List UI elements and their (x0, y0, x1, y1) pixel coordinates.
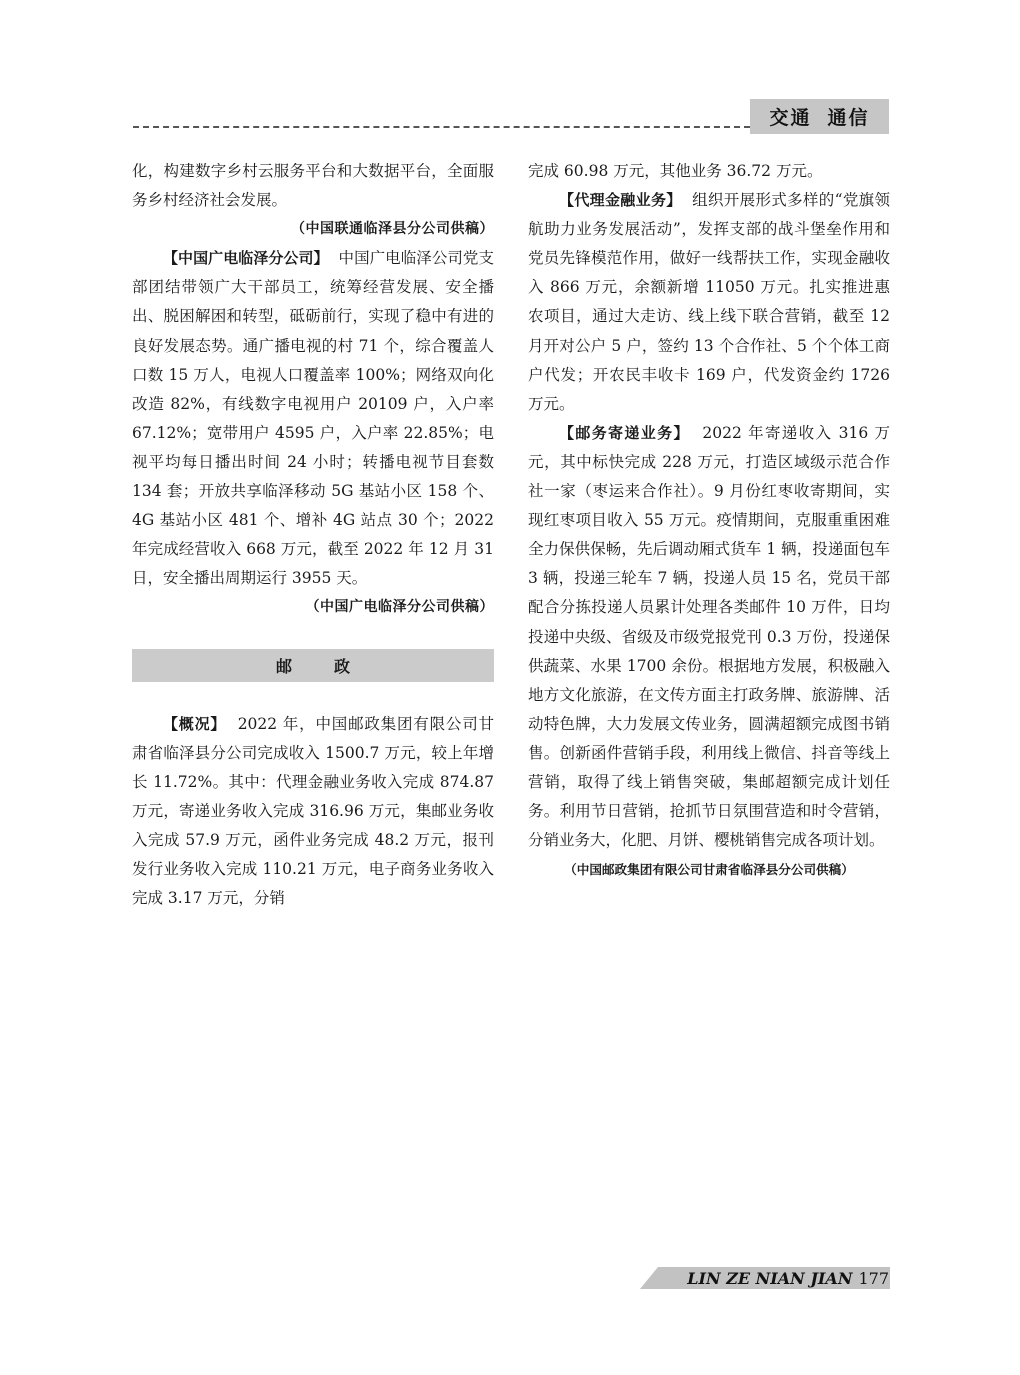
continued-paragraph: 化，构建数字乡村云服务平台和大数据平台，全面服务乡村经济社会发展。 (132, 162, 494, 210)
section-category-tab (750, 99, 889, 134)
category-word-1: 交通 (769, 107, 812, 129)
continued-paragraph-right: 完成 60.98 万元，其他业务 36.72 万元。 (528, 162, 823, 180)
postal-paragraph (528, 419, 890, 855)
header-dashed-rule (133, 126, 750, 128)
section-heading-post (132, 649, 494, 682)
page-number: 177 (858, 1268, 889, 1288)
section-word-1: 邮 (275, 656, 292, 676)
cable-body: 中国广电临泽公司党支部团结带领广大干部员工，统筹经营发展、安全播出、脱困解困和转型，砥砺前行，实现了稳中有进的良好发展态势。通广播电视的村 71 个，综合覆盖人口数 15 万人，电视人口覆盖率 100%；网络双向化改造 82%，有线数字电视用户 20109 户，入户率 67.12%；宽带用户 4595 户，入户率 22.85%；电视平均每日播出时间 24 小时；转播电视节目套数 134 套；开放共享临泽移动 5G 基站小区 158 个、4G 基站小区 481 个、增补 4G 站点 30 个；2022 年完成经营收入 668 万元，截至 2022 年 12 月 31 日，安全播出周期运行 3955 天。 (132, 249, 494, 588)
section-word-2: 政 (334, 656, 351, 676)
cable-paragraph (132, 244, 494, 593)
overview-paragraph (132, 710, 494, 914)
overview-heading: 【概况】 (163, 714, 227, 733)
credit-post: （中国邮政集团有限公司甘肃省临泽县分公司供稿） (564, 862, 854, 878)
credit-cable: （中国广电临泽分公司供稿） (305, 599, 494, 616)
postal-heading: 【邮务寄递业务】 (559, 423, 690, 442)
overview-body: 2022 年，中国邮政集团有限公司甘肃省临泽县分公司完成收入 1500.7 万元，较上年增长 11.72%。其中：代理金融业务收入完成 874.87 万元，寄递业务收入完成 316.96 万元，集邮业务收入完成 57.9 万元，函件业务完成 48.2 万元，报刊发行业务收入完成 110.21 万元，电子商务业务收入完成 3.17 万元，分销 (132, 714, 494, 908)
right-column (528, 157, 890, 884)
postal-body: 2022 年寄递收入 316 万元，其中标快完成 228 万元，打造区域级示范合作社一家（枣运来合作社）。9 月份红枣收寄期间，实现红枣项目收入 55 万元。疫情期间，克服重重困难全力保供保畅，先后调动厢式货车 1 辆，投递面包车 3 辆，投递三轮车 7 辆，投递人员 15 名，党员干部配合分拣投递人员累计处理各类邮件 10 万件，日均投递中央级、省级及市级党报党刊 0.3 万份，投递保供蔬菜、水果 1700 余份。根据地方发展，积极融入地方文化旅游，在文传方面主打政务牌、旅游牌、活动特色牌，大力发展文传业务，圆满超额完成图书销售。创新函件营销手段，利用线上微信、抖音等线上营销，取得了线上销售突破，集邮超额完成计划任务。利用节日营销，抢抓节日氛围营造和时令营销，分销业务大，化肥、月饼、樱桃销售完成各项计划。 (528, 423, 890, 850)
finance-paragraph (528, 186, 890, 419)
finance-body: 组织开展形式多样的“党旗领航助力业务发展活动”，发挥支部的战斗堡垒作用和党员先锋模范作用，做好一线帮扶工作，实现金融收入 866 万元，余额新增 11050 万元。扎实推进惠农项目，通过大走访、线上线下联合营销，截至 12 月开对公户 5 户，签约 13 个合作社、5 个个体工商户代发；开农民丰收卡 169 户，代发资金约 1726 万元。 (528, 191, 890, 413)
category-word-2: 通信 (827, 107, 870, 129)
page-footer (687, 1265, 889, 1291)
yearbook-brand: LIN ZE NIAN JIAN (687, 1268, 853, 1288)
left-column (132, 157, 494, 913)
credit-unicom: （中国联通临泽县分公司供稿） (291, 221, 494, 238)
cable-heading: 【中国广电临泽分公司】 (163, 249, 329, 268)
finance-heading: 【代理金融业务】 (559, 191, 682, 210)
